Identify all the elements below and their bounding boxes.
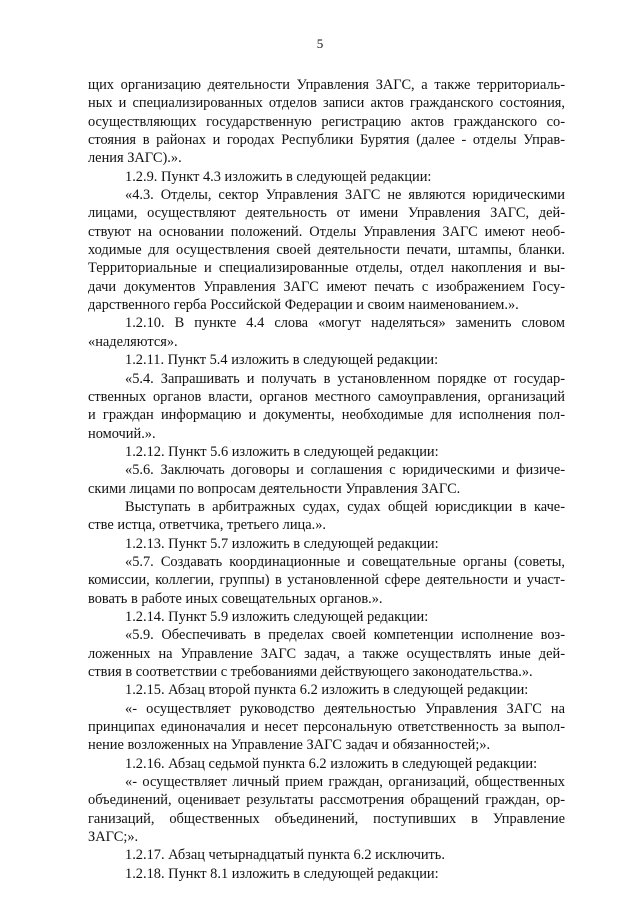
text-line: номочий.». bbox=[88, 425, 156, 442]
text-line: объединений, оценивает результаты рассмотрения обращений граждан, ор- bbox=[88, 792, 565, 809]
text-line: ганизаций, общественных объединений, поступивших в Управление bbox=[88, 810, 565, 827]
text-line: нение возложенных на Управление ЗАГС задач и обязанностей;». bbox=[88, 737, 491, 754]
text-line: ствия в соответствии с требованиями действующего законодательства.». bbox=[88, 664, 533, 680]
text-line: ных и специализированных отделов записи актов гражданского состояния, bbox=[88, 95, 565, 112]
text-line: 1.2.14. Пункт 5.9 изложить следующей редакции: bbox=[125, 608, 429, 625]
text-line: Территориальные и специализированные отделы, отдел накопления и вы- bbox=[88, 260, 565, 277]
text-line: ложенных на Управление ЗАГС задач, а также осуществлять иные дей- bbox=[88, 645, 565, 662]
text-line: скими лицами по вопросам деятельности Управления ЗАГС. bbox=[88, 480, 461, 497]
text-line: комиссии, коллегии, группы) в установленной сфере деятельности и участ- bbox=[88, 572, 565, 589]
text-line: дарственного герба Российской Федерации и своим наименованием.». bbox=[88, 297, 519, 314]
document-body bbox=[88, 76, 565, 883]
text-line: 1.2.13. Пункт 5.7 изложить в следующей редакции: bbox=[125, 535, 439, 552]
text-line: лицами, осуществляют деятельность от имени Управления ЗАГС, дей- bbox=[88, 205, 565, 222]
text-line: 1.2.18. Пункт 8.1 изложить в следующей редакции: bbox=[125, 865, 439, 882]
text-line: стояния в районах и городах Республики Бурятия (далее - отделы Управ- bbox=[88, 132, 565, 149]
text-line: «- осуществляет руководство деятельностью Управления ЗАГС на bbox=[125, 700, 565, 717]
text-line: 1.2.10. В пункте 4.4 слова «могут наделяться» заменить словом bbox=[125, 315, 565, 332]
text-line: «5.4. Запрашивать и получать в установленном порядке от государ- bbox=[125, 370, 565, 387]
text-line: ления ЗАГС).». bbox=[88, 150, 182, 167]
text-line: «- осуществляет личный прием граждан, организаций, общественных bbox=[125, 774, 565, 791]
text-line: «5.6. Заключать договоры и соглашения с юридическими и физиче- bbox=[125, 462, 565, 479]
text-line: ходимые для осуществления своей деятельности печати, штампы, бланки. bbox=[88, 242, 565, 259]
text-line: «4.3. Отделы, сектор Управления ЗАГС не являются юридическими bbox=[125, 187, 565, 204]
text-line: ствуют на основании положений. Отделы Управления ЗАГС имеют необ- bbox=[88, 223, 565, 240]
text-line: принципах единоначалия и несет персональную ответственность за выпол- bbox=[88, 719, 565, 736]
text-line: щих организацию деятельности Управления ЗАГС, а также территориаль- bbox=[88, 77, 565, 93]
text-line: ственных органов власти, органов местного самоуправления, организаций bbox=[88, 388, 565, 405]
text-line: Выступать в арбитражных судах, судах общей юрисдикции в каче- bbox=[125, 498, 565, 515]
text-line: ЗАГС;». bbox=[88, 829, 139, 846]
text-line: 1.2.16. Абзац седьмой пункта 6.2 изложить в следующей редакции: bbox=[125, 755, 538, 772]
text-line: и граждан информацию и документы, необходимые для исполнения пол- bbox=[88, 407, 565, 424]
text-line: дачи документов Управления ЗАГС имеют печать с изображением Госу- bbox=[88, 278, 565, 295]
text-line: «5.7. Создавать координационные и совещательные органы (советы, bbox=[125, 553, 565, 570]
text-line: «наделяются». bbox=[88, 333, 178, 350]
text-line: стве истца, ответчика, третьего лица.». bbox=[88, 517, 326, 534]
text-line: 1.2.15. Абзац второй пункта 6.2 изложить в следующей редакции: bbox=[125, 682, 529, 699]
text-line: «5.9. Обеспечивать в пределах своей компетенции исполнение воз- bbox=[125, 627, 565, 644]
text-line: 1.2.17. Абзац четырнадцатый пункта 6.2 исключить. bbox=[125, 847, 445, 864]
text-line: 1.2.9. Пункт 4.3 изложить в следующей редакции: bbox=[125, 168, 432, 185]
text-line: 1.2.11. Пункт 5.4 изложить в следующей редакции: bbox=[125, 352, 439, 369]
text-line: вовать в работе иных совещательных органов.». bbox=[88, 590, 383, 607]
text-line: 1.2.12. Пункт 5.6 изложить в следующей редакции: bbox=[125, 443, 439, 460]
page-number: 5 bbox=[316, 36, 324, 51]
text-line: осуществляющих государственную регистрацию актов гражданского со- bbox=[88, 113, 565, 130]
